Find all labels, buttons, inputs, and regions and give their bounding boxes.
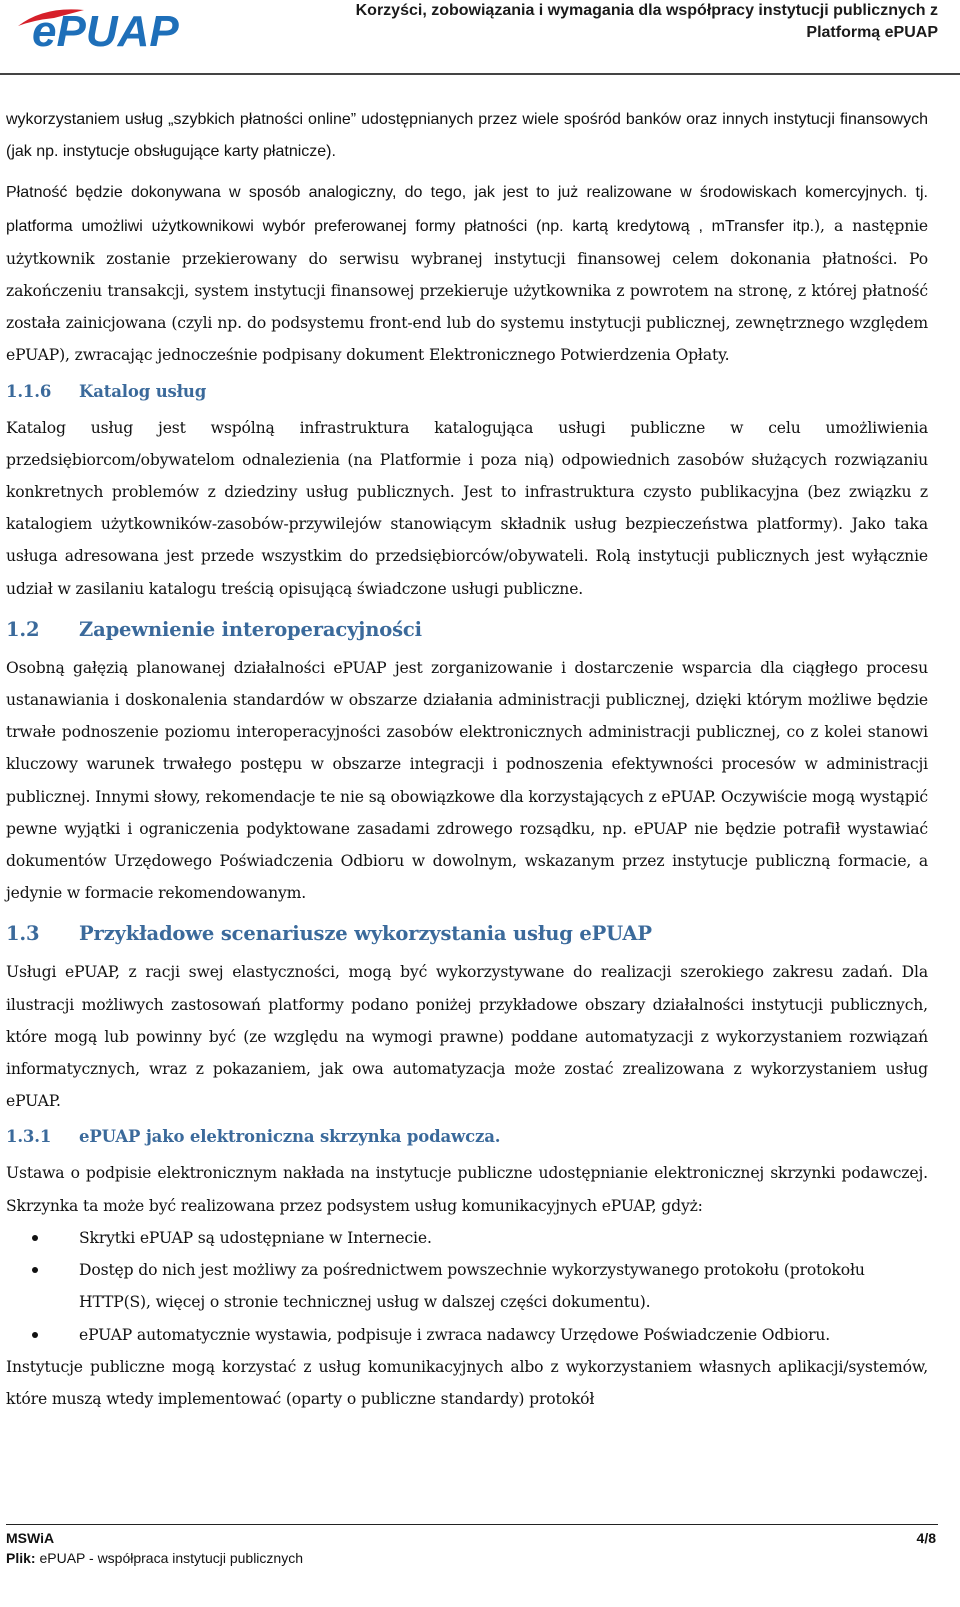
list-item: Skrytki ePUAP są udostępniane w Internecie. [6,1222,928,1254]
document-body [6,104,928,1423]
file-name: ePUAP - współpraca instytucji publicznych [35,1550,303,1566]
section-heading-1-3-1 [6,1125,928,1149]
paragraph: wykorzystaniem usług „szybkich płatności online” udostępnianych przez wiele spośród banków oraz innych instytucji finansowych (jak np. instytucje obsługujące karty płatnicze). [6,111,928,161]
paragraph: Osobną gałęzią planowanej działalności ePUAP jest zorganizowanie i dostarczenie wsparcia dla ciągłego procesu ustanawiania i doskonalenia standardów w obszarze działania administracji publicznej, dzięki którym możliwe będzie trwałe podnoszenie poziomu interoperacyjności zasobów elektronicznych administracji publicznej, co z kolei stanowi kluczowy warunek trwałego postępu w obszarze integracji i podnoszenia efektywności procesów w administracji publicznej. Innymi słowy, rekomendacje te nie są obowiązkowe dla korzystających z ePUAP. Oczywiście mogą wystąpić pewne wyjątki i ograniczenia podyktowane zasadami zdrowego rozsądku, np. ePUAP nie będzie potrafił wystawiać dokumentów Urzędowego Poświadczenia Odbioru w dowolnym, wskazanym przez instytucje publiczną formacie, a jedynie w formacie rekomendowanym. [6,658,928,903]
file-label: Plik: [6,1550,36,1566]
section-number: 1.3.1 [6,1127,52,1147]
paragraph: Ustawa o podpisie elektronicznym nakłada na instytucje publiczne udostępnianie elektronicznej skrzynki podawczej. Skrzynka ta może być realizowana przez podsystem usług komunikacyjnych ePUAP, gdyż: [6,1164,928,1215]
page-header [0,0,960,78]
logo-text: ePUAP [32,7,179,50]
footer-organization: MSWiA [6,1530,55,1546]
section-title: Katalog usług [79,381,207,401]
list-item: Dostęp do nich jest możliwy za pośrednictwem powszechnie wykorzystywanego protokołu (protokołu HTTP(S), więcej o stronie technicznej usług w dalszej części dokumentu). [6,1254,928,1318]
section-number: 1.2 [6,617,40,641]
section-title: ePUAP jako elektroniczna skrzynka podawcza. [79,1127,501,1147]
section-number: 1.1.6 [6,381,52,401]
footer-file [6,1550,303,1566]
paragraph-part: Płatność będzie dokonywana w sposób analogiczny, do tego, jak jest to już realizowane w środowiskach komercyjnych. tj. platforma umożliwi użytkownikowi wybór preferowanej formy płatności (np. kartą kredytową , mTransfer itp. [6,184,928,235]
epuap-logo [14,4,234,50]
footer-divider [6,1524,938,1525]
header-divider [0,73,960,75]
section-heading-1-2 [6,617,928,643]
section-title: Zapewnienie interoperacyjności [79,617,422,641]
list-item: ePUAP automatycznie wystawia, podpisuje i zwraca nadawcy Urzędowe Poświadczenie Odbioru. [6,1319,928,1351]
section-heading-1-3 [6,921,928,947]
paragraph: Katalog usług jest wspólną infrastruktura katalogująca usługi publiczne w celu umożliwienia przedsiębiorcom/obywatelom odnalezienia (na Platformie i poza nią) odpowiednich zasobów służących rozwiązaniu konkretnych problemów z dziedziny usług publicznych. Jest to infrastruktura czysto publikacyjna (bez związku z katalogiem użytkowników-zasobów-przywilejów stanowiącym składnik usług bezpieczeństwa platformy). Jako taka usługa adresowana jest przede wszystkim do przedsiębiorców/obywateli. Rolą instytucji publicznych jest wyłącznie udział w zasilaniu katalogu treścią opisującą świadczone usługi publiczne. [6,418,928,598]
paragraph: Usługi ePUAP, z racji swej elastyczności, mogą być wykorzystywane do realizacji szerokiego zakresu zadań. Dla ilustracji możliwych zastosowań platformy podano poniżej przykładowe obszary działalności instytucji publicznych, które mogą lub powinny być (ze względu na wymogi prawne) poddane automatyzacji z wykorzystaniem rozwiązań informatycznych, wraz z pokazaniem, jak owa automatyzacja może zostać zrealizowana z wykorzystaniem usług ePUAP. [6,963,928,1111]
document-title: Korzyści, zobowiązania i wymagania dla współpracy instytucji publicznych z Platformą ePUAP [355,2,938,41]
bullet-list [6,1222,928,1351]
paragraph-part: ), a następnie użytkownik zostanie przekierowany do serwisu wybranej instytucji finansowej celem dokonania płatności. Po zakończeniu transakcji, system instytucji finansowej przekieruje użytkownika z powrotem na stronę, z której płatność została zainicjowana (czyli np. do podsystemu front-end lub do systemu instytucji publicznej, zewnętrznego względem ePUAP), zwracając jednocześnie podpisany dokument Elektronicznego Potwierdzenia Opłaty. [6,216,929,365]
section-title: Przykładowe scenariusze wykorzystania usług ePUAP [79,922,652,946]
section-heading-1-1-6 [6,380,928,404]
page-footer [0,1520,960,1607]
section-number: 1.3 [6,922,40,946]
paragraph: Instytucje publiczne mogą korzystać z usług komunikacyjnych albo z wykorzystaniem własnych aplikacji/systemów, które muszą wtedy implementować (oparty o publiczne standardy) protokół [6,1357,928,1408]
paragraph [6,176,928,371]
page-number: 4/8 [916,1530,936,1546]
